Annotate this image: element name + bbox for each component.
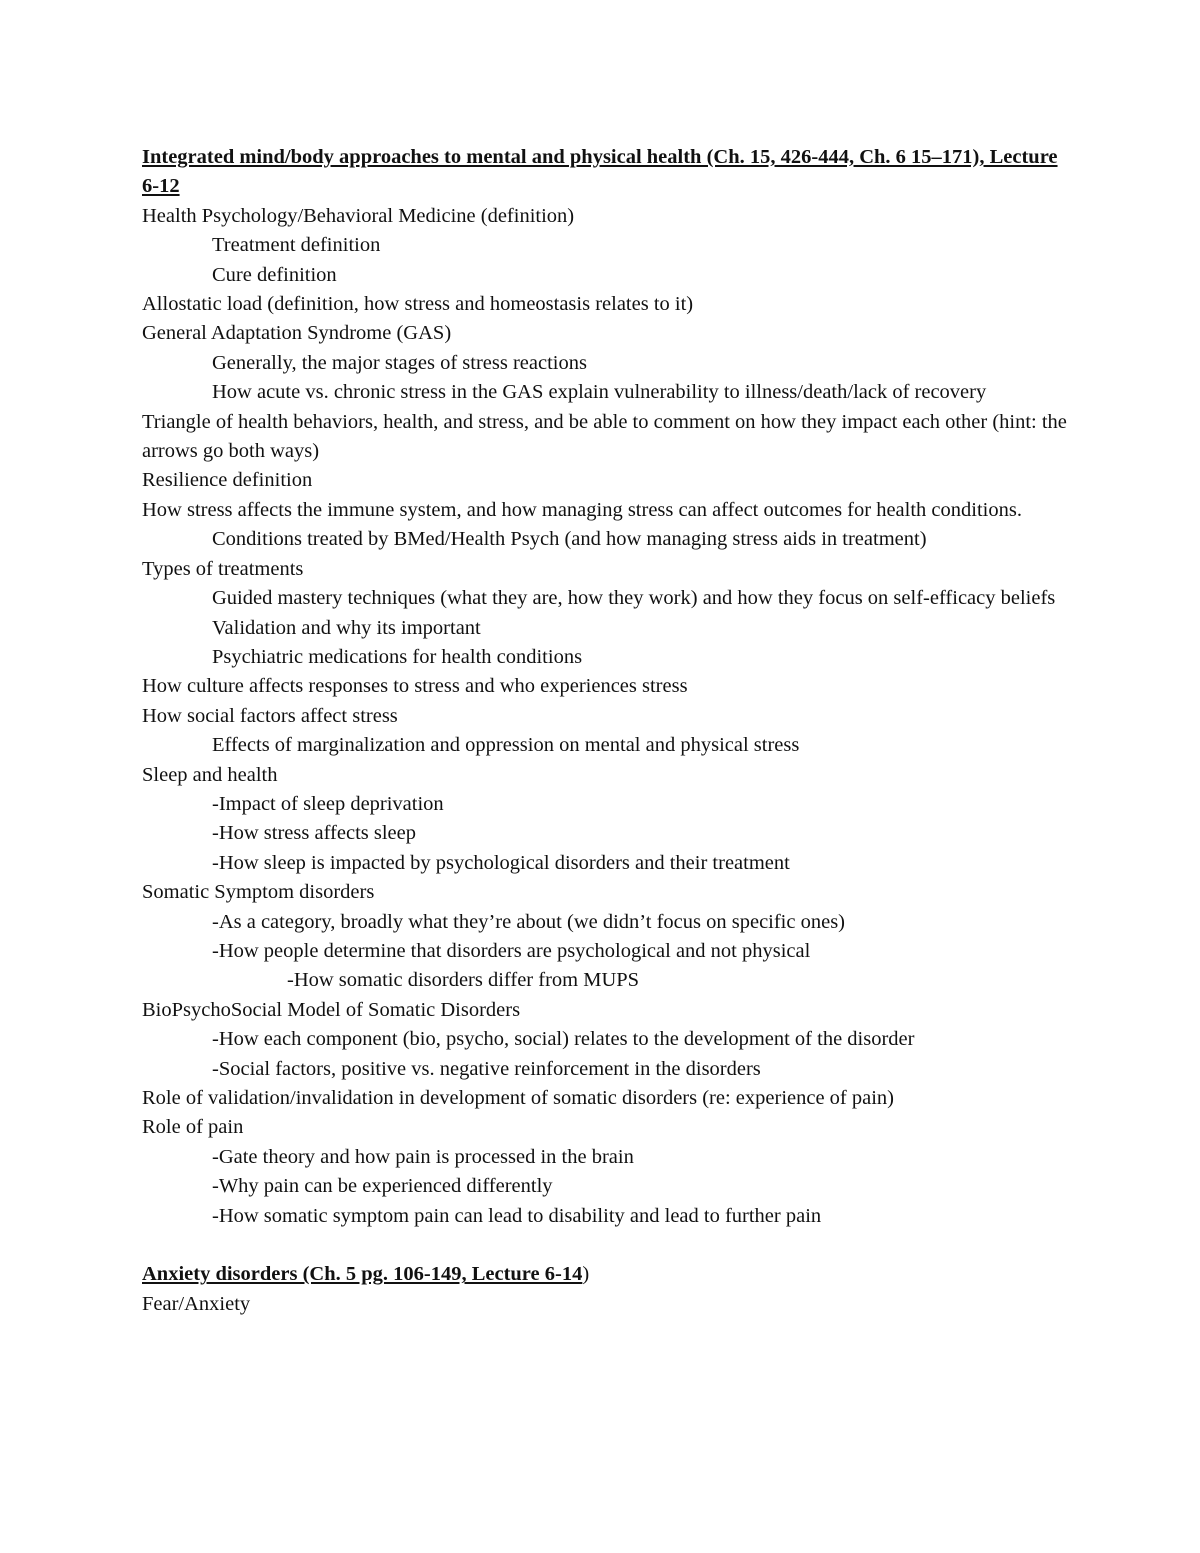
outline-item-level-0: Resilience definition	[142, 469, 313, 492]
outline-item-level-1: -Social factors, positive vs. negative reinforcement in the disorders	[212, 1057, 761, 1080]
heading-closing-paren: )	[582, 1263, 590, 1286]
outline-item-level-1: -Why pain can be experienced differently	[212, 1175, 553, 1198]
outline-item-level-1: -Impact of sleep deprivation	[212, 792, 444, 815]
outline-item-level-0: General Adaptation Syndrome (GAS)	[142, 322, 452, 345]
outline-item-level-0: Triangle of health behaviors, health, and stress, and be able to comment on how they impact each other (hint: the arrows go both ways)	[142, 410, 1067, 463]
outline-item-level-1: Conditions treated by BMed/Health Psych (and how managing stress aids in treatment)	[212, 528, 927, 551]
outline-item-level-0: Health Psychology/Behavioral Medicine (definition)	[142, 204, 575, 227]
outline-item-level-1: Generally, the major stages of stress reactions	[212, 351, 587, 374]
outline-item-level-1: -How somatic symptom pain can lead to disability and lead to further pain	[212, 1204, 822, 1227]
outline-item-level-1: -As a category, broadly what they’re about (we didn’t focus on specific ones)	[212, 910, 846, 933]
outline-item-level-1: -How each component (bio, psycho, social) relates to the development of the disorder	[212, 1028, 915, 1051]
outline-item-level-0: How culture affects responses to stress and who experiences stress	[142, 675, 688, 698]
outline-item-level-2: -How somatic disorders differ from MUPS	[287, 969, 640, 992]
outline-item-level-1: -How people determine that disorders are psychological and not physical	[212, 939, 811, 962]
section-heading-text: Integrated mind/body approaches to mental and physical health (Ch. 15, 426-444, Ch. 6 15–171), Lecture 6-12	[142, 146, 1058, 198]
outline-item-level-0: BioPsychoSocial Model of Somatic Disorders	[142, 998, 521, 1021]
outline-item-level-0: How stress affects the immune system, and how managing stress can affect outcomes for health conditions.	[142, 498, 1022, 521]
outline-item-level-1: Cure definition	[212, 263, 337, 286]
outline-item-level-1: Validation and why its important	[212, 616, 481, 639]
outline-item-level-1: How acute vs. chronic stress in the GAS explain vulnerability to illness/death/lack of recovery	[212, 381, 987, 404]
blank-line	[142, 1231, 1072, 1260]
outline-item-level-0: Fear/Anxiety	[142, 1292, 251, 1315]
outline-item-level-0: Types of treatments	[142, 557, 304, 580]
outline-item-level-0: Role of validation/invalidation in development of somatic disorders (re: experience of pain)	[142, 1087, 895, 1109]
section-heading-text: Anxiety disorders (Ch. 5 pg. 106-149, Lecture 6-14	[142, 1263, 583, 1286]
section-anxiety-topics	[142, 1290, 1072, 1319]
outline-item-level-1: -How stress affects sleep	[212, 822, 416, 845]
outline-item-level-0: How social factors affect stress	[142, 704, 398, 727]
outline-item-level-0: Role of pain	[142, 1116, 244, 1139]
outline-item-level-1: Guided mastery techniques (what they are, how they work) and how they focus on self-efficacy beliefs	[212, 587, 1056, 610]
outline-item-level-1: Effects of marginalization and oppression on mental and physical stress	[212, 734, 800, 757]
section-mind-body-topics	[142, 202, 1072, 1231]
document-body	[142, 143, 1072, 1319]
outline-item-level-1: Treatment definition	[212, 234, 381, 257]
outline-item-level-1: -How sleep is impacted by psychological disorders and their treatment	[212, 851, 790, 874]
section-heading-anxiety	[142, 1260, 1072, 1289]
outline-item-level-1: Psychiatric medications for health conditions	[212, 645, 583, 668]
outline-item-level-0: Somatic Symptom disorders	[142, 881, 375, 904]
outline-item-level-0: Allostatic load (definition, how stress and homeostasis relates to it)	[142, 293, 694, 316]
outline-item-level-1: -Gate theory and how pain is processed in the brain	[212, 1145, 634, 1168]
outline-item-level-0: Sleep and health	[142, 763, 278, 786]
section-heading-mind-body	[142, 143, 1072, 202]
